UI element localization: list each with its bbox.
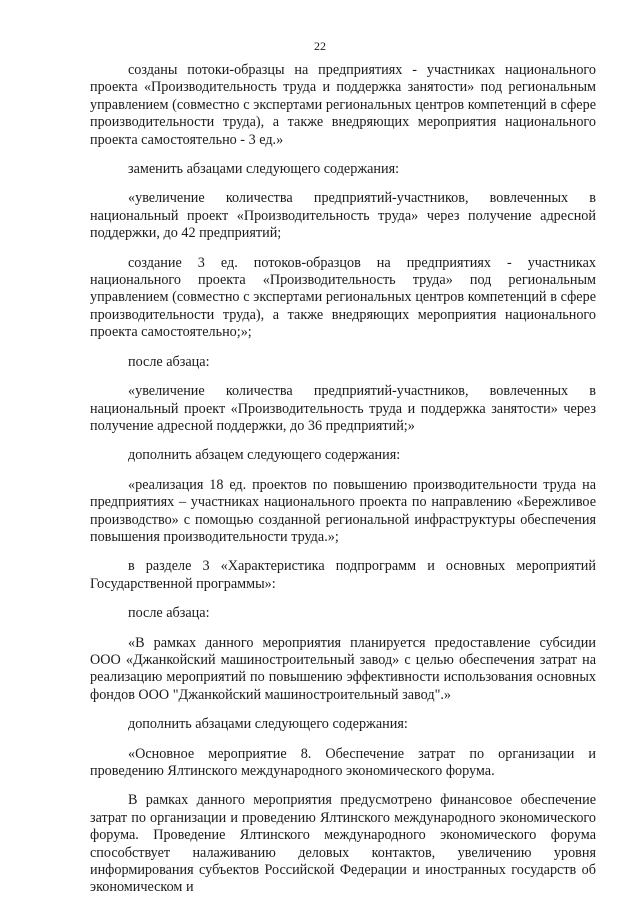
paragraph-11: «В рамках данного мероприятия планируется предоставление субсидии ООО «Джанкойский машиностроительный завод» с целью обеспечения затрат на реализацию мероприятий по повышению эффективности использования основных фондов ООО "Джанкойский машиностроительный завод".» (90, 634, 596, 703)
paragraph-4: создание 3 ед. потоков-образцов на предприятиях - участниках национального проекта «Производительность труда» под региональным управлением (совместно с экспертами региональных центров компетенций в сфере производительности труда), а также внедряющих мероприятия национального проекта самостоятельно;»; (90, 254, 596, 341)
paragraph-5: после абзаца: (128, 353, 210, 370)
paragraph-3: «увеличение количества предприятий-участников, вовлеченных в национальный проект «Производительность труда» через получение адресной поддержки, до 42 предприятий; (90, 190, 596, 242)
paragraph-1: созданы потоки-образцы на предприятиях - участниках национального проекта «Производительность труда и поддержка занятости» под региональным управлением (совместно с экспертами региональных центров компетенций в сфере производительности труда), а также внедряющих мероприятия национального проекта самостоятельно - 3 ед.» (90, 62, 596, 148)
paragraph-12: дополнить абзацами следующего содержания: (128, 716, 408, 733)
paragraph-7: дополнить абзацем следующего содержания: (128, 447, 401, 464)
paragraph-6: «увеличение количества предприятий-участников, вовлеченных в национальный проект «Производительность труда и поддержка занятости» через получение адресной поддержки, до 36 предприятий;» (90, 383, 596, 434)
paragraph-9: в разделе 3 «Характеристика подпрограмм и основных мероприятий Государственной программы»: (90, 558, 596, 592)
paragraph-8: «реализация 18 ед. проектов по повышению производительности труда на предприятиях – участниках национального проекта по направлению «Бережливое производство» с помощью созданной региональной инфраструктуры обеспечения повышения производительности труда.»; (90, 476, 596, 545)
page-number: 22 (314, 39, 326, 53)
paragraph-10: после абзаца: (128, 605, 210, 622)
paragraph-14: В рамках данного мероприятия предусмотрено финансовое обеспечение затрат по организации и проведению Ялтинского международного экономического форума. Проведение Ялтинского международного экономического форума способствует налаживанию деловых контактов, увеличению уровня информирования субъектов Российской Федерации и иностранных государств об экономическом и (90, 792, 596, 896)
paragraph-2: заменить абзацами следующего содержания: (128, 161, 400, 178)
paragraph-13: «Основное мероприятие 8. Обеспечение затрат по организации и проведению Ялтинского международного экономического форума. (90, 745, 596, 779)
document-body (90, 62, 596, 909)
